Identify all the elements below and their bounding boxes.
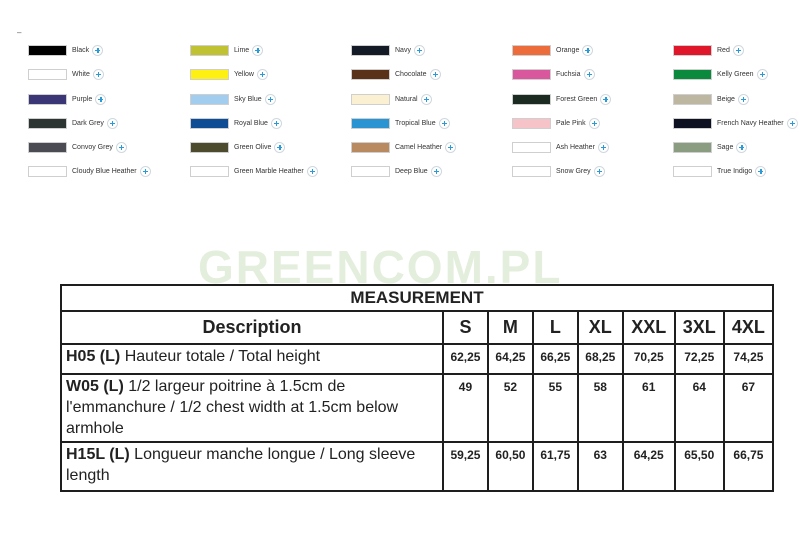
color-option[interactable] — [673, 42, 744, 58]
color-row — [28, 139, 800, 155]
add-color-plus-icon[interactable] — [93, 69, 104, 80]
row-code: H15L (L) — [66, 446, 130, 463]
color-label: Beige — [717, 95, 735, 103]
color-label: Dark Grey — [72, 119, 104, 127]
color-swatch[interactable] — [28, 45, 67, 56]
color-option[interactable] — [190, 42, 263, 58]
color-swatch[interactable] — [28, 69, 67, 80]
color-swatch[interactable] — [190, 94, 229, 105]
color-option[interactable] — [673, 139, 747, 155]
color-label: Purple — [72, 95, 93, 103]
table-row — [61, 442, 773, 491]
color-option[interactable] — [28, 91, 106, 107]
color-option[interactable] — [28, 66, 104, 82]
table-cell: 64 — [675, 374, 724, 442]
color-label: Sky Blue — [234, 95, 262, 103]
color-swatch[interactable] — [673, 94, 712, 105]
add-color-plus-icon[interactable] — [589, 118, 600, 129]
table-cell: 66,75 — [724, 442, 773, 491]
color-label: White — [72, 70, 90, 78]
color-option[interactable] — [512, 115, 600, 131]
column-header-size: L — [533, 311, 578, 344]
color-option[interactable] — [351, 139, 456, 155]
color-option[interactable] — [512, 139, 609, 155]
color-option[interactable] — [512, 91, 611, 107]
table-row — [61, 374, 773, 442]
color-label: Camel Heather — [395, 143, 443, 151]
add-color-plus-icon[interactable] — [271, 118, 282, 129]
table-cell: 60,50 — [488, 442, 533, 491]
color-swatch[interactable] — [351, 69, 390, 80]
table-cell: 55 — [533, 374, 578, 442]
row-description — [61, 344, 443, 374]
add-color-plus-icon[interactable] — [414, 45, 425, 56]
color-option[interactable] — [512, 66, 595, 82]
table-cell: 70,25 — [623, 344, 675, 374]
table-row — [61, 344, 773, 374]
color-label: Lime — [234, 46, 250, 54]
add-color-plus-icon[interactable] — [738, 94, 749, 105]
column-header-size: M — [488, 311, 533, 344]
color-swatch[interactable] — [351, 166, 390, 177]
color-option[interactable] — [190, 139, 285, 155]
column-header-description: Description — [61, 311, 443, 344]
row-text: 1/2 largeur poitrine à 1.5cm de l'emmanchure / 1/2 chest width at 1.5cm below armhole — [66, 378, 399, 437]
watermark-logo: GREENCOM.PL — [198, 241, 563, 293]
add-color-plus-icon[interactable] — [439, 118, 450, 129]
color-swatch[interactable] — [673, 69, 712, 80]
color-label: Green Olive — [234, 143, 272, 151]
color-option[interactable] — [673, 115, 798, 131]
color-swatch[interactable] — [28, 118, 67, 129]
table-cell: 74,25 — [724, 344, 773, 374]
color-swatch[interactable] — [351, 142, 390, 153]
color-label: Cloudy Blue Heather — [72, 167, 137, 175]
table-cell: 64,25 — [488, 344, 533, 374]
table-cell: 49 — [443, 374, 488, 442]
table-cell: 64,25 — [623, 442, 675, 491]
add-color-plus-icon[interactable] — [274, 142, 285, 153]
table-cell: 67 — [724, 374, 773, 442]
table-cell: 59,25 — [443, 442, 488, 491]
table-cell: 58 — [578, 374, 623, 442]
measurement-table — [60, 284, 774, 492]
color-swatch[interactable] — [512, 69, 551, 80]
color-option[interactable] — [512, 163, 605, 179]
color-label: Royal Blue — [234, 119, 268, 127]
color-row — [28, 163, 800, 179]
add-color-plus-icon[interactable] — [421, 94, 432, 105]
color-swatch[interactable] — [351, 45, 390, 56]
color-option[interactable] — [673, 163, 766, 179]
color-label: Navy — [395, 46, 411, 54]
color-swatch[interactable] — [190, 69, 229, 80]
table-cell: 66,25 — [533, 344, 578, 374]
color-swatch[interactable] — [28, 166, 67, 177]
table-cell: 68,25 — [578, 344, 623, 374]
add-color-plus-icon[interactable] — [584, 69, 595, 80]
color-label: Kelly Green — [717, 70, 754, 78]
add-color-plus-icon[interactable] — [787, 118, 798, 129]
color-label: True Indigo — [717, 167, 753, 175]
table-cell: 63 — [578, 442, 623, 491]
table-cell: 52 — [488, 374, 533, 442]
color-option[interactable] — [28, 139, 127, 155]
add-color-plus-icon[interactable] — [307, 166, 318, 177]
add-color-plus-icon[interactable] — [736, 142, 747, 153]
add-color-plus-icon[interactable] — [92, 45, 103, 56]
color-swatch[interactable] — [28, 94, 67, 105]
table-cell: 65,50 — [675, 442, 724, 491]
color-option[interactable] — [28, 42, 103, 58]
color-option[interactable] — [351, 163, 442, 179]
table-cell: 72,25 — [675, 344, 724, 374]
color-swatch[interactable] — [673, 142, 712, 153]
color-option[interactable] — [190, 66, 268, 82]
color-label: Orange — [556, 46, 580, 54]
table-header-row — [61, 311, 773, 344]
color-option[interactable] — [351, 42, 425, 58]
color-swatch[interactable] — [673, 118, 712, 129]
color-row — [28, 66, 800, 82]
color-swatch[interactable] — [190, 142, 229, 153]
add-color-plus-icon[interactable] — [757, 69, 768, 80]
color-label: Red — [717, 46, 730, 54]
color-label: Snow Grey — [556, 167, 591, 175]
add-color-plus-icon[interactable] — [598, 142, 609, 153]
color-swatch[interactable] — [512, 45, 551, 56]
color-option[interactable] — [351, 91, 432, 107]
add-color-plus-icon[interactable] — [755, 166, 766, 177]
color-label: Chocolate — [395, 70, 427, 78]
add-color-plus-icon[interactable] — [140, 166, 151, 177]
color-label: Natural — [395, 95, 418, 103]
color-label: Yellow — [234, 70, 254, 78]
color-label: Pale Pink — [556, 119, 586, 127]
color-option[interactable] — [351, 66, 441, 82]
color-label: Sage — [717, 143, 734, 151]
color-swatch[interactable] — [351, 118, 390, 129]
row-text: Longueur manche longue / Long sleeve length — [66, 446, 416, 484]
color-label: Black — [72, 46, 90, 54]
add-color-plus-icon[interactable] — [252, 45, 263, 56]
row-description — [61, 374, 443, 442]
color-label: Green Marble Heather — [234, 167, 304, 175]
row-description — [61, 442, 443, 491]
color-swatch[interactable] — [190, 166, 229, 177]
color-swatch[interactable] — [190, 118, 229, 129]
page-dash: – — [17, 28, 22, 37]
add-color-plus-icon[interactable] — [431, 166, 442, 177]
add-color-plus-icon[interactable] — [445, 142, 456, 153]
row-code: H05 (L) — [66, 348, 121, 365]
color-swatch[interactable] — [512, 118, 551, 129]
column-header-size: XL — [578, 311, 623, 344]
add-color-plus-icon[interactable] — [95, 94, 106, 105]
color-label: Fuchsia — [556, 70, 581, 78]
color-option[interactable] — [28, 115, 118, 131]
column-header-size: XXL — [623, 311, 675, 344]
row-text: Hauteur totale / Total height — [124, 348, 321, 365]
color-option[interactable] — [190, 91, 276, 107]
color-option[interactable] — [190, 115, 282, 131]
color-swatch[interactable] — [512, 94, 551, 105]
color-label: French Navy Heather — [717, 119, 784, 127]
color-swatch[interactable] — [673, 45, 712, 56]
add-color-plus-icon[interactable] — [257, 69, 268, 80]
color-option[interactable] — [190, 163, 318, 179]
row-code: W05 (L) — [66, 378, 124, 395]
table-cell: 61,75 — [533, 442, 578, 491]
table-title: MEASUREMENT — [61, 285, 773, 311]
color-option[interactable] — [673, 91, 749, 107]
add-color-plus-icon[interactable] — [733, 45, 744, 56]
color-row — [28, 91, 800, 107]
add-color-plus-icon[interactable] — [594, 166, 605, 177]
color-label: Ash Heather — [556, 143, 595, 151]
color-label: Forest Green — [556, 95, 598, 103]
color-label: Tropical Blue — [395, 119, 436, 127]
add-color-plus-icon[interactable] — [582, 45, 593, 56]
column-header-size: S — [443, 311, 488, 344]
table-cell: 62,25 — [443, 344, 488, 374]
color-option[interactable] — [28, 163, 151, 179]
color-label: Convoy Grey — [72, 143, 113, 151]
color-option[interactable] — [673, 66, 768, 82]
add-color-plus-icon[interactable] — [116, 142, 127, 153]
color-swatch[interactable] — [673, 166, 712, 177]
color-option[interactable] — [351, 115, 450, 131]
color-swatch[interactable] — [190, 45, 229, 56]
column-header-size: 4XL — [724, 311, 773, 344]
color-swatch[interactable] — [512, 166, 551, 177]
add-color-plus-icon[interactable] — [430, 69, 441, 80]
column-header-size: 3XL — [675, 311, 724, 344]
add-color-plus-icon[interactable] — [600, 94, 611, 105]
color-swatch[interactable] — [28, 142, 67, 153]
add-color-plus-icon[interactable] — [265, 94, 276, 105]
add-color-plus-icon[interactable] — [107, 118, 118, 129]
color-swatch[interactable] — [351, 94, 390, 105]
color-row — [28, 115, 800, 131]
color-label: Deep Blue — [395, 167, 428, 175]
color-swatch[interactable] — [512, 142, 551, 153]
color-row — [28, 42, 800, 58]
color-option[interactable] — [512, 42, 593, 58]
table-cell: 61 — [623, 374, 675, 442]
